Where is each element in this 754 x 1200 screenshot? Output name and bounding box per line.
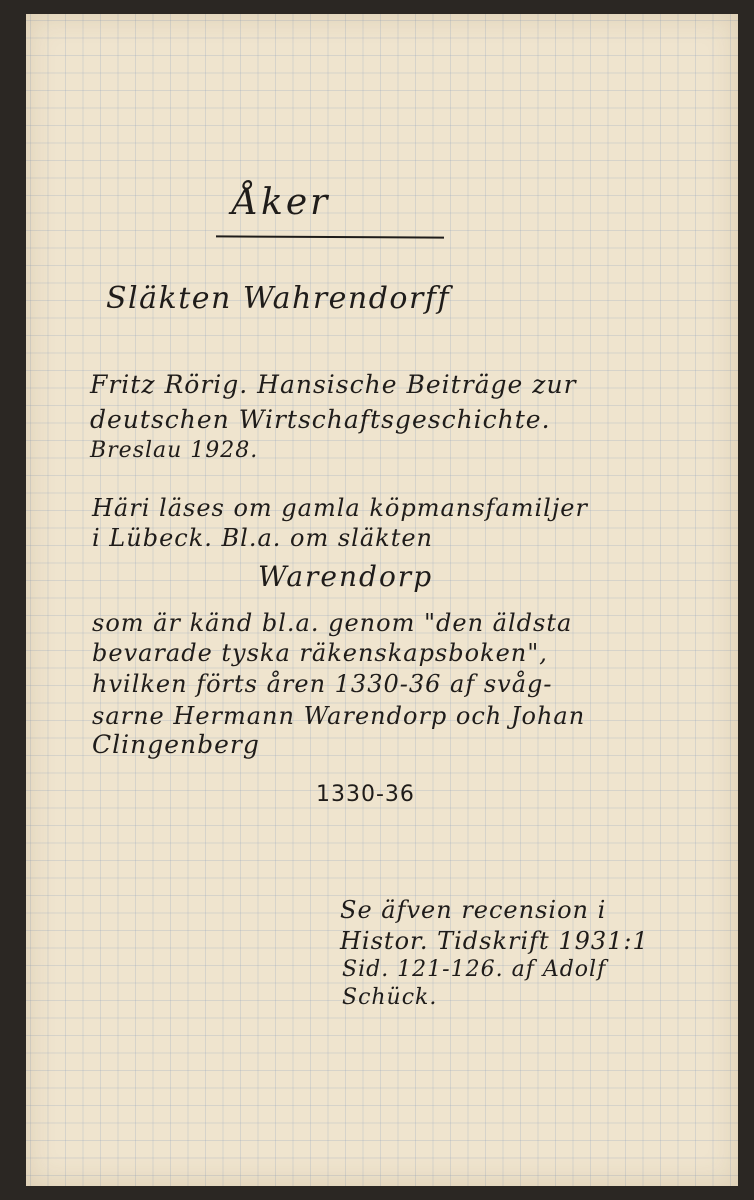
description-line: bevarade tyska räkenskapsboken",	[92, 639, 548, 667]
review-line: Se äfven recension i	[340, 896, 607, 924]
review-line: Histor. Tidskrift 1931:1	[340, 927, 649, 955]
reference-line: Fritz Rörig. Hansische Beiträge zur	[90, 370, 577, 399]
note-line: i Lübeck. Bl.a. om släkten	[92, 524, 433, 552]
reference-line: deutschen Wirtschaftsgeschichte.	[90, 405, 551, 434]
graph-paper-sheet	[26, 14, 738, 1186]
years-note: 1330-36	[316, 782, 415, 807]
note-line: Häri läses om gamla köpmansfamiljer	[92, 494, 588, 522]
description-line: som är känd bl.a. genom "den äldsta	[92, 609, 573, 637]
review-line: Sid. 121-126. af Adolf	[342, 957, 607, 982]
description-line: sarne Hermann Warendorp och Johan	[92, 702, 586, 730]
review-line: Schück.	[342, 985, 438, 1010]
family-name: Warendorp	[258, 560, 434, 593]
family-heading: Släkten Wahrendorff	[106, 281, 451, 316]
reference-line: Breslau 1928.	[90, 438, 259, 463]
page-title: Åker	[232, 182, 331, 223]
description-line: Clingenberg	[92, 730, 260, 759]
description-line: hvilken förts åren 1330-36 af svåg-	[92, 670, 553, 698]
